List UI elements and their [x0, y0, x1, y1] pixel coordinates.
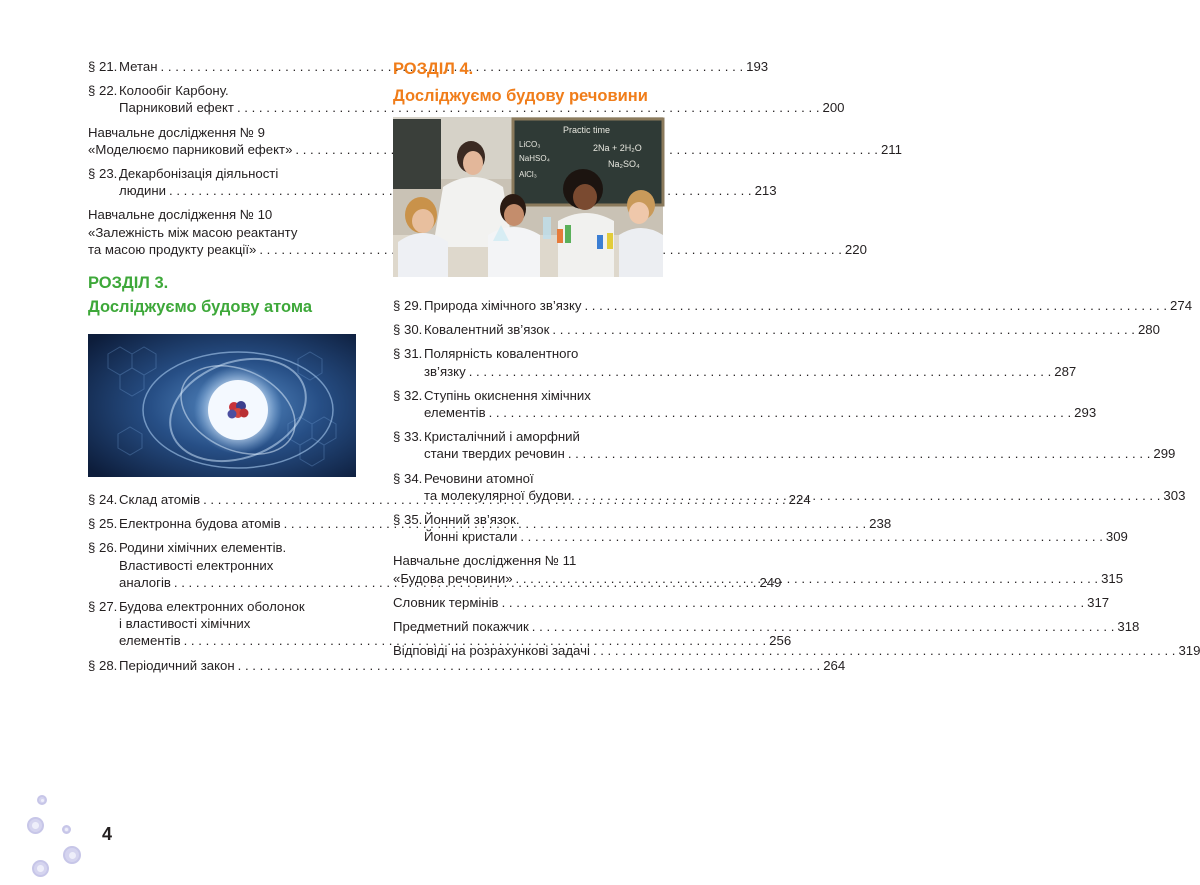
section-4-title[interactable]: Досліджуємо будову речовини	[393, 87, 648, 105]
section-3-heading	[88, 272, 358, 318]
section-number: § 21.	[88, 59, 118, 74]
section-number: § 29.	[393, 298, 423, 313]
toc-entry[interactable]	[393, 321, 1160, 338]
leader-dots	[593, 642, 1176, 659]
section-number: § 27.	[88, 599, 118, 615]
entry-title-line: Родини хімічних елементів.	[119, 540, 287, 556]
entry-title-line: та молекулярної будови.	[424, 487, 575, 503]
entry-title-line: «Моделюємо парниковий ефект»	[88, 141, 293, 157]
toc-entry[interactable]	[393, 345, 1077, 379]
entry-title-line: Словник термінів	[393, 594, 499, 610]
section-number: § 28.	[88, 657, 118, 673]
entry-title-line: елементів	[119, 633, 181, 649]
decorative-bubble	[37, 795, 47, 805]
entry-title-line: Кристалічний і аморфний	[424, 429, 580, 445]
entry-title-line: «Залежність між масою реактанту	[88, 224, 298, 240]
decorative-bubble	[32, 860, 49, 877]
entry-title-line: Декарбонізація діяльності	[119, 166, 279, 182]
entry-title-line: Парниковий ефект	[119, 100, 234, 116]
section-3-label[interactable]: РОЗДІЛ 3.	[88, 274, 169, 293]
entry-title-line: Навчальне дослідження № 9	[88, 124, 265, 140]
page-ref: 256	[769, 633, 792, 649]
page-ref: 220	[844, 241, 867, 257]
section-number: § 35.	[393, 512, 423, 528]
entry-title-line: Ступінь окиснення хімічних	[424, 387, 591, 403]
section-number: § 31.	[393, 346, 423, 362]
entry-title-line: і властивості хімічних	[119, 616, 251, 632]
entry-title-line: Йонні кристали	[424, 529, 518, 545]
page-ref: 315	[1101, 570, 1124, 586]
leader-dots	[568, 445, 1151, 462]
section-number: § 24.	[88, 492, 118, 508]
entry-title-line: «Будова речовини»	[393, 570, 513, 586]
page-ref: 224	[788, 492, 811, 508]
section-number: § 32.	[393, 387, 423, 403]
entry-title-line: людини	[119, 183, 167, 199]
section-number: § 23.	[88, 166, 118, 182]
leader-dots	[469, 363, 1052, 380]
entry-title-line: зв’язку	[424, 363, 466, 379]
section-4-heading	[393, 58, 663, 107]
page-ref: 280	[1137, 322, 1160, 338]
leader-dots	[502, 594, 1085, 611]
page-ref: 249	[759, 574, 782, 590]
section-number: § 33.	[393, 429, 423, 445]
page-ref: 293	[1074, 405, 1097, 421]
page-ref: 193	[746, 59, 769, 74]
entry-title-line: Колообіг Карбону.	[119, 83, 229, 99]
section-4-label[interactable]: РОЗДІЛ 4.	[393, 60, 474, 78]
atom-image	[88, 334, 356, 477]
page-ref: 299	[1153, 446, 1176, 462]
toc-entry[interactable]	[88, 206, 867, 258]
entry-title-line: Навчальне дослідження № 11	[393, 553, 577, 569]
entry-title-line: Природа хімічного зв’язку	[424, 298, 582, 313]
page-ref: 264	[823, 657, 846, 673]
leader-dots	[552, 321, 1135, 338]
section-number: § 25.	[88, 516, 118, 532]
page-ref: 238	[869, 516, 892, 532]
page-ref: 211	[880, 141, 902, 157]
board-text-5: NaHSO₄	[519, 154, 550, 163]
leader-dots	[516, 570, 1099, 587]
page-ref: 213	[754, 183, 777, 199]
page-ref: 274	[1170, 298, 1193, 313]
section-3-title[interactable]: Досліджуємо будову атома	[88, 298, 313, 317]
entry-title-line: Електронна будова атомів	[119, 516, 281, 532]
board-text-3: Na₂SO₄	[608, 159, 640, 169]
section-number: § 22.	[88, 83, 118, 99]
page-ref: 318	[1117, 619, 1140, 635]
toc-entry[interactable]	[393, 297, 1193, 314]
entry-title-line: Ковалентний зв’язок	[424, 322, 550, 338]
entry-title-line: Предметний покажчик	[393, 619, 529, 635]
entry-title-line: Метан	[119, 59, 158, 74]
atom-illustration	[88, 334, 356, 477]
board-text-2: 2Na + 2H₂O	[593, 143, 642, 153]
leader-dots	[489, 404, 1072, 421]
entry-title-line: Періодичний закон	[119, 657, 235, 673]
page-ref: 317	[1087, 594, 1110, 610]
section-number: § 26.	[88, 540, 118, 556]
leader-dots	[532, 618, 1115, 635]
page-ref: 200	[822, 100, 845, 116]
page-ref: 287	[1054, 363, 1077, 379]
decorative-bubble	[27, 817, 44, 834]
leader-dots	[520, 528, 1103, 545]
lab-photo	[393, 117, 663, 277]
section-number: § 34.	[393, 470, 423, 486]
leader-dots	[578, 487, 1161, 504]
page-ref: 303	[1163, 487, 1186, 503]
page-ref: 319	[1178, 643, 1200, 659]
entry-title-line: та масою продукту реакції»	[88, 241, 257, 257]
board-text-1: Practic time	[563, 125, 611, 135]
entry-title-line: Навчальне дослідження № 10	[88, 207, 273, 223]
board-text-4: LiCO₃	[519, 140, 541, 149]
board-text-6: AlCl₃	[519, 170, 537, 179]
entry-title-line: Полярність ковалентного	[424, 346, 579, 362]
toc-entry[interactable]	[393, 428, 1176, 462]
page-number: 4	[102, 824, 113, 844]
entry-title-line: Відповіді на розрахункові задачі	[393, 643, 590, 659]
entry-title-line: Будова електронних оболонок	[119, 599, 305, 615]
page-ref: 309	[1105, 529, 1128, 545]
entry-title-line: стани твердих речовин	[424, 446, 565, 462]
toc-entry[interactable]	[393, 618, 1140, 635]
lab-photo-illustration	[393, 117, 663, 277]
entry-title-line: Склад атомів	[119, 492, 201, 508]
toc-entry[interactable]	[393, 594, 1110, 611]
decorative-bubble	[63, 846, 81, 864]
entry-title-line: елементів	[424, 405, 486, 421]
section-number: § 30.	[393, 322, 423, 338]
decorative-bubble	[62, 825, 71, 834]
entry-title-line: Речовини атомної	[424, 470, 534, 486]
entry-title-line: Властивості електронних	[119, 557, 274, 573]
toc-entry[interactable]	[393, 387, 1097, 421]
entry-title-line: аналогів	[119, 574, 171, 590]
leader-dots	[584, 297, 1167, 314]
toc-entry[interactable]	[88, 657, 846, 674]
toc-entry[interactable]	[393, 642, 1200, 659]
entry-title-line: Йонний зв’язок.	[424, 512, 520, 528]
